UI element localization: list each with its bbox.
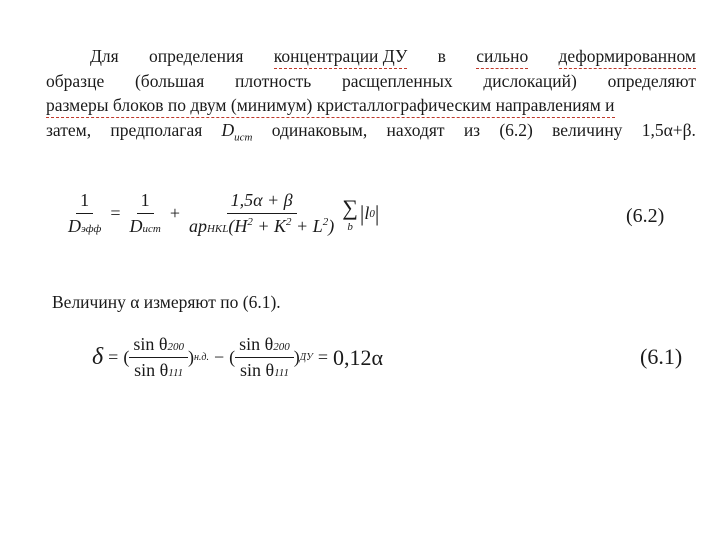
delta-symbol: δ bbox=[92, 344, 104, 370]
text-between: Величину α измеряют по (6.1). bbox=[52, 292, 281, 312]
paragraph bbox=[46, 44, 696, 150]
word: затем, bbox=[46, 120, 92, 140]
sum-symbol: ∑ b bbox=[342, 194, 358, 233]
word: плотность bbox=[235, 71, 312, 91]
term2-fraction: $\frac{1,5\alpha + \beta}{apHKL(H^2 + K^2 + L^2)}$ bbox=[188, 190, 335, 236]
word: находят bbox=[386, 120, 445, 140]
abs-term: l bbox=[364, 203, 370, 223]
paragraph-line-1 bbox=[46, 44, 696, 69]
minus-sign: − bbox=[213, 347, 225, 367]
sin-ratio-1: $\frac{\text{sin θ200}}{\text{sin θ111}}$ bbox=[129, 334, 188, 381]
d-ist-symbol: $D_{ист}$ bbox=[221, 120, 253, 144]
equation-number-6-2: (6.2) bbox=[626, 205, 665, 227]
lhs-fraction: $\frac{1}{\text{Dэфф}}$ bbox=[68, 190, 102, 236]
word: (большая bbox=[134, 71, 205, 91]
word: расщепленных bbox=[342, 71, 453, 91]
underlined-line: размеры блоков по двум (минимум) кристаллографическим направлениям и bbox=[46, 93, 615, 118]
word: одинаковым, bbox=[271, 120, 368, 140]
word: величину bbox=[552, 120, 623, 140]
word: Для bbox=[90, 46, 119, 66]
word: 1,5α+β. bbox=[641, 120, 696, 140]
word: из bbox=[463, 120, 481, 140]
plus-sign: + bbox=[169, 203, 180, 223]
result-value: 0,12α bbox=[333, 344, 384, 370]
word: в bbox=[437, 46, 446, 66]
underlined-word: деформированном bbox=[559, 44, 696, 69]
word: определения bbox=[149, 46, 244, 66]
equation-6-2: $\frac{1}{\text{Dэфф}}$ = $\frac{1}{\text{Dист}}$ + $\frac{1,5\alpha + \beta}{apHKL(H^2 + K^2 + L^2)}$ ∑ b | l 0 | bbox=[64, 190, 379, 237]
word: образце bbox=[46, 71, 105, 91]
paragraph-line-3 bbox=[46, 93, 696, 118]
paragraph-line-4 bbox=[46, 118, 696, 150]
equation-6-1: δ = ( $\frac{\text{sin θ200}}{\text{sin θ111}}$ ) н.д. − ( $\frac{\text{sin θ200}}{\text{sin θ111}}$ ) ДУ = 0,12α bbox=[92, 334, 384, 380]
sin-ratio-2: $\frac{\text{sin θ200}}{\text{sin θ111}}$ bbox=[235, 334, 294, 381]
word: (6.2) bbox=[499, 120, 533, 140]
underlined-word: сильно bbox=[476, 44, 528, 69]
word: определяют bbox=[607, 71, 696, 91]
equals-sign: = bbox=[110, 203, 121, 223]
paragraph-line-2 bbox=[46, 69, 696, 93]
word: предполагая bbox=[110, 120, 203, 140]
word: дислокаций) bbox=[483, 71, 577, 91]
term1-fraction: $\frac{1}{\text{Dист}}$ bbox=[129, 190, 161, 236]
underlined-phrase: концентрации ДУ bbox=[274, 44, 408, 69]
equation-number-6-1: (6.1) bbox=[640, 344, 683, 369]
